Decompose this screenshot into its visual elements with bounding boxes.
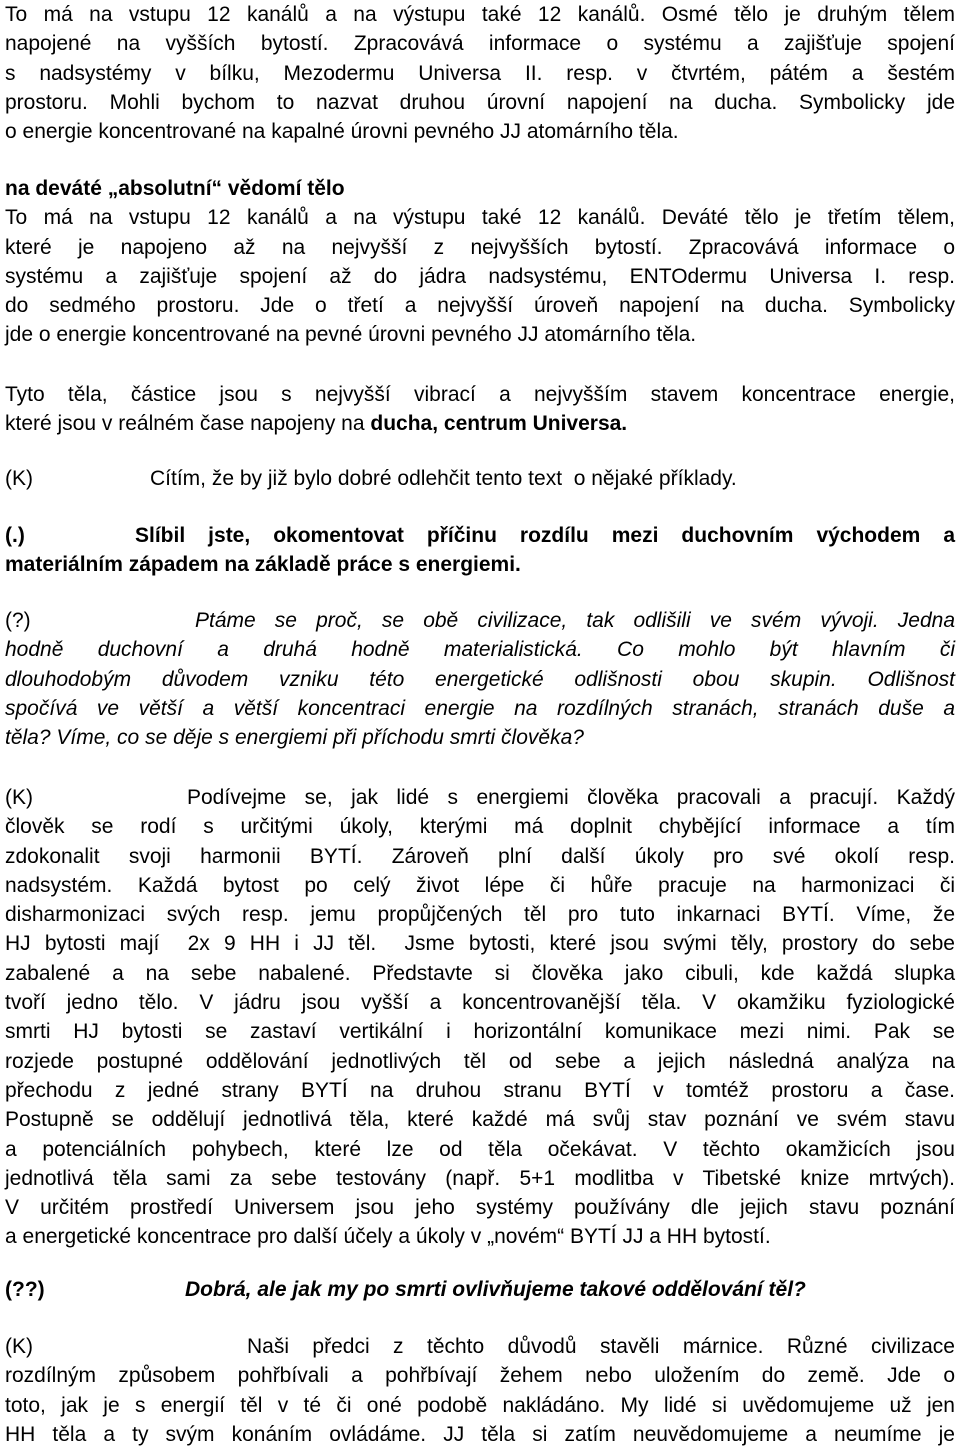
speaker-label: (K) [5,467,33,490]
text-line: těla? Víme, co se děje s energiemi při příchodu smrti člověka? [5,726,584,750]
dialogue-k-3 [5,1332,955,1449]
text-line: disharmonizaci svých resp. jemu propůjčených těl pro tuto inkarnaci BYTÍ. Víme, že [5,903,955,927]
dialogue-line [5,1275,955,1304]
dialogue-text: Naši předci z těchto důvodů stavěli márnice. Různé civilizace [247,1335,955,1358]
text-line: zabalené a na sebe nabalené. Představte si člověka jako cibuli, kde každá slupka [5,961,955,985]
text-line: tvoří jedno tělo. V jádru jsou vyšší a koncentrovanější těla. V okamžiku fyziologické [5,991,955,1015]
paragraph-particles [5,380,955,439]
text-line: Postupně se oddělují jednotlivá těla, které každé má svůj stav poznání ve svém stavu [5,1108,955,1132]
text-line: HJ bytosti mají 2x 9 HH i JJ těl. Jsme bytosti, které jsou svými těly, prostory do sebe [5,932,955,956]
paragraph-eighth-body [5,0,955,146]
dialogue-text: Cítím, že by již bylo dobré odlehčit tento text o nějaké příklady. [150,467,737,490]
dialogue-k-1 [5,464,955,493]
section-ninth-body [5,174,955,350]
section-heading: na deváté „absolutní“ vědomí tělo [5,177,345,200]
text-line: nadsystém. Každá bytost po celý život lépe či hůře pracuje na harmonizaci či [5,873,955,897]
speaker-label: (??) [5,1278,45,1301]
text-line: HH těla a ty svým konáním ovládáme. JJ těla si zatím neuvědomujeme a neumíme je [5,1422,955,1446]
text-line: smrti HJ bytosti se zastaví vertikální i horizontální komunikace mezi nimi. Pak se [5,1020,955,1044]
text-line: toto, jak je s energií těl v té či oné podobě nakládáno. My lidé si uvědomujeme už jen [5,1393,955,1417]
bold-text-run: ducha, centrum Universa. [370,412,628,436]
text-line: přechodu z jedné strany BYTÍ na druhou stranu BYTÍ v tomtéž prostoru a čase. [5,1078,955,1102]
dialogue-text: Ptáme se proč, se obě civilizace, tak odlišili ve svém vývoji. Jedna [195,609,955,632]
text-line: To má na vstupu 12 kanálů a na výstupu také 12 kanálů. Osmé tělo je druhým tělem [5,3,955,26]
dialogue-line [5,464,955,493]
text-line: jednotlivá těla sami za sebe testovány (např. 5+1 modlitba v Tibetské knize mrtvých). [5,1166,955,1190]
speaker-label: (.) [5,524,25,547]
text-line: rozdílným způsobem pohřbívali a pohřbívají žehem nebo uložením do země. Jde o [5,1364,955,1388]
dialogue-line [5,521,955,550]
text-line: do sedmého prostoru. Jde o třetí a nejvyšší úroveň napojení na ducha. Symbolicky [5,294,955,318]
text-line: prostoru. Mohli bychom to nazvat druhou úrovní napojení na ducha. Symbolicky jde [5,90,955,114]
text-run: které jsou v reálném čase napojeny na [5,412,371,436]
dialogue-question-3 [5,1275,955,1304]
text-line: o energie koncentrované na kapalné úrovni pevného JJ atomárního těla. [5,120,679,144]
speaker-label: (K) [5,1335,33,1358]
text-line: spočívá ve větší a větší koncentraci energie na rozdílných stranách, stranách duše a [5,696,955,720]
text-line: člověk se rodí s určitými úkoly, kterými má doplnit chybějící informace a tím [5,815,955,839]
dialogue-question-1 [5,521,955,580]
text-line: a energetické koncentrace pro další účely a úkoly v „novém“ BYTÍ JJ a HH bytostí. [5,1225,771,1249]
speaker-label: (?) [5,609,31,632]
dialogue-k-2 [5,783,955,1252]
text-line: To má na vstupu 12 kanálů a na výstupu také 12 kanálů. Deváté tělo je třetím tělem, [5,206,955,230]
text-line: a potenciálních pohybech, které lze od těla očekávat. V těchto okamžicích jsou [5,1137,955,1161]
text-line: zdokonalit svoji harmonii BYTÍ. Zároveň plní další úkoly pro své okolí resp. [5,844,955,868]
text-line: Tyto těla, částice jsou s nejvyšší vibrací a nejvyšším stavem koncentrace energie, [5,383,955,406]
text-line: hodně duchovní a druhá hodně materialistická. Co mohlo být hlavním či [5,638,955,662]
text-line: které je napojeno až na nejvyšší z nejvyšších bytostí. Zpracovává informace o [5,235,955,259]
text-line: dlouhodobým důvodem vzniku této energetické odlišnosti obou skupin. Odlišnost [5,667,955,691]
text-line: systému a zajišťuje spojení až do jádra nadsystému, ENTOdermu Universa I. resp. [5,264,955,288]
dialogue-line [5,1332,955,1361]
text-line: napojené na vyšších bytostí. Zpracovává informace o systému a zajišťuje spojení [5,32,955,56]
dialogue-line [5,783,955,812]
text-line: rozjede postupné oddělování jednotlivých těl od sebe a jejich následná analýza na [5,1049,955,1073]
text-line [5,409,955,438]
dialogue-text: Podívejme se, jak lidé s energiemi člověka pracovali a pracují. Každý [187,786,955,809]
text-line: jde o energie koncentrované na pevné úrovni pevného JJ atomárního těla. [5,323,697,347]
dialogue-line [5,606,955,635]
speaker-label: (K) [5,786,33,809]
dialogue-question-2 [5,606,955,752]
text-line: V určitém prostředí Universem jsou jeho systémy používány dle jejich stavu poznání [5,1196,955,1220]
text-line: s nadsystémy v bílku, Mezodermu Universa II. resp. v čtvrtém, pátém a šestém [5,61,955,85]
dialogue-text: Slíbil jste, okomentovat příčinu rozdílu mezi duchovním východem a [135,524,955,547]
text-line: materiálním západem na základě práce s energiemi. [5,553,521,577]
dialogue-text: Dobrá, ale jak my po smrti ovlivňujeme takové oddělování těl? [185,1278,806,1301]
